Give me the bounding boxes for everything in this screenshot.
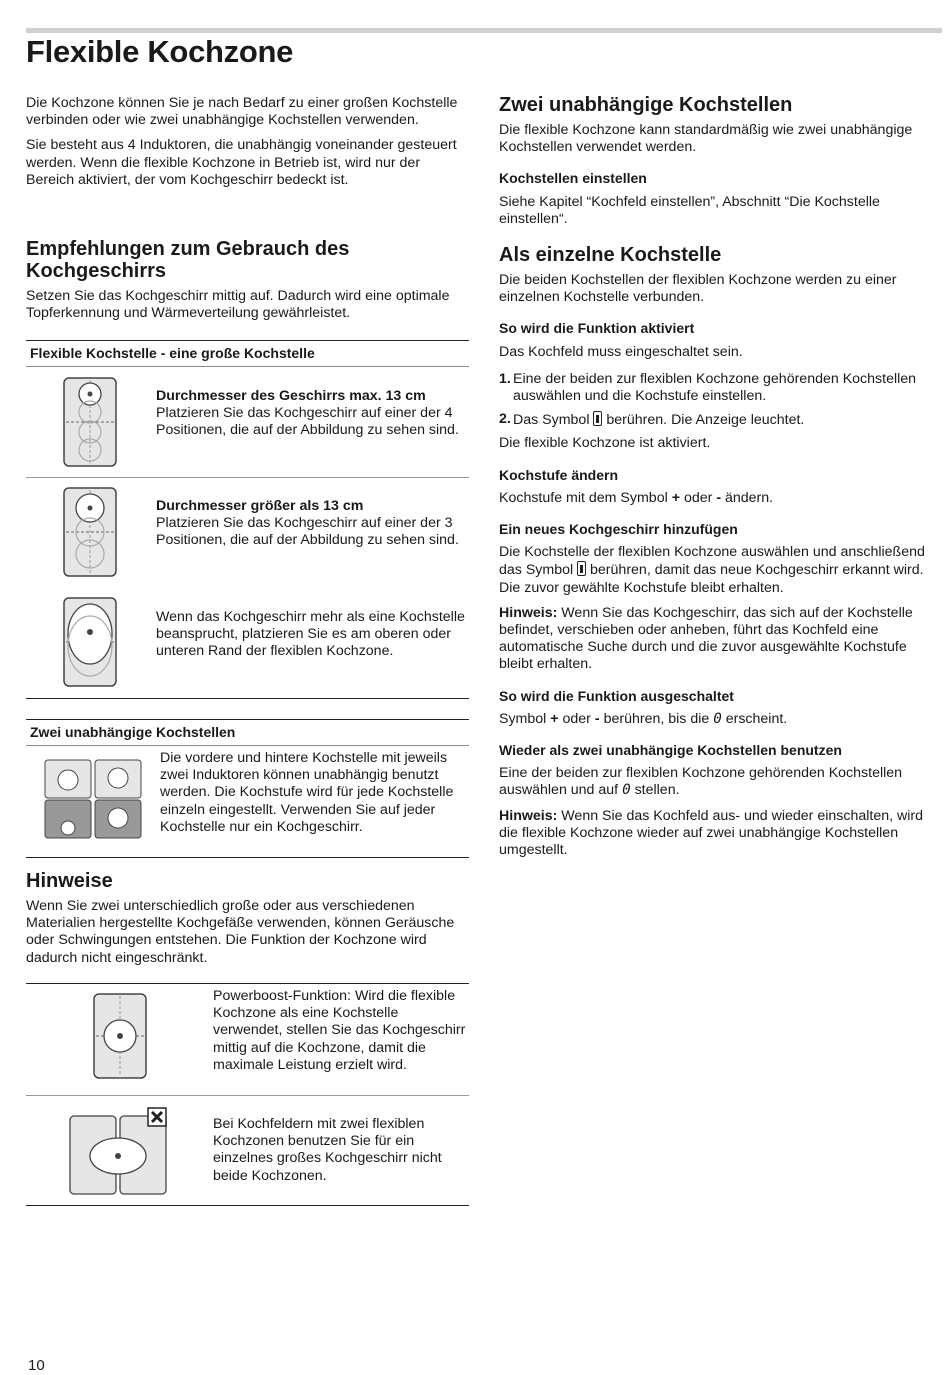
page-number: 10 <box>28 1357 45 1374</box>
row2-body: Platzieren Sie das Kochgeschirr auf einer der 3 Positionen, die auf der Abbildung zu sehen sind. <box>156 515 459 549</box>
hinweise-section <box>26 870 471 975</box>
recommendations-paragraph: Setzen Sie das Kochgeschirr mittig auf. Dadurch wird eine optimale Topferkennung und Wärmeverteilung gewährleistet. <box>26 288 450 322</box>
table3-bottom-rule <box>26 1205 469 1206</box>
intro-paragraph-2: Sie besteht aus 4 Induktoren, die unabhängig voneinander gesteuert werden. Wenn die flexible Kochzone in Betrieb ist, wird nur der Bereich aktiviert, der vom Kochgeschirr bedeckt ist. <box>26 137 457 188</box>
neues-paragraph: Die Kochstelle der flexiblen Kochzone auswählen und anschließend das Symbol berühren, damit das neue Kochgeschirr erkannt wird. Die zuvor gewählte Kochstufe bleibt erhalten. <box>499 544 925 596</box>
cooktop-4-positions-icon <box>62 376 118 468</box>
recommendations-heading: Empfehlungen zum Gebrauch des Kochgeschirrs <box>26 238 350 282</box>
kochstufe-paragraph: Kochstufe mit dem Symbol + oder - ändern. <box>499 489 774 506</box>
page-title: Flexible Kochzone <box>26 34 294 69</box>
row2-text <box>156 498 461 550</box>
row1-text <box>156 388 461 440</box>
steps-list <box>499 371 944 430</box>
list-item: 1. Eine der beiden zur flexiblen Kochzone gehörenden Kochstellen auswählen und die Kochstufe einstellen. <box>499 370 917 405</box>
aus-heading: So wird die Funktion ausgeschaltet <box>499 687 734 704</box>
hinweis-2: Hinweis: Wenn Sie das Kochfeld aus- und wieder einschalten, wird die flexible Kochzone wieder auf zwei unabhängige Kochstellen umgestellt. <box>499 807 924 859</box>
intro-section <box>26 95 471 197</box>
intro-paragraph-1: Die Kochzone können Sie je nach Bedarf zu einer großen Kochstelle verbinden oder wie zwei unabhängige Kochstellen verwenden. <box>26 95 458 129</box>
cooktop-two-zones-icon <box>44 758 144 842</box>
hinweise-paragraph: Wenn Sie zwei unterschiedlich große oder aus verschiedenen Materialien hergestellte Kochgefäße verwenden, können Geräusche oder Schwingungen entstehen. Die Funktion der Kochzone wird dadurch nicht eingeschränkt. <box>26 898 455 966</box>
cooktop-3-positions-icon <box>62 486 118 578</box>
aus-paragraph: Symbol + oder - berühren, bis die 0 erscheint. <box>499 710 788 727</box>
row6-text: Bei Kochfeldern mit zwei flexiblen Kochzonen benutzen Sie für ein einzelnes großes Kochgeschirr nicht beide Kochzonen. <box>213 1116 442 1184</box>
table2-bottom-rule <box>26 857 469 858</box>
not-allowed-icon <box>148 1108 166 1126</box>
minus-icon: - <box>594 710 600 727</box>
wieder-heading: Wieder als zwei unabhängige Kochstellen benutzen <box>499 742 842 759</box>
recommendations-section <box>26 238 471 330</box>
list-item: 2. Das Symbol berühren. Die Anzeige leuchtet. <box>499 411 805 429</box>
plus-icon: + <box>550 710 559 727</box>
top-rule <box>26 28 942 33</box>
cooktop-cross-zones-icon <box>68 1106 170 1196</box>
minus-icon: - <box>716 489 722 506</box>
zwei-heading: Zwei unabhängige Kochstellen <box>499 94 793 116</box>
kochstufe-heading: Kochstufe ändern <box>499 466 619 483</box>
plus-icon: + <box>671 489 680 506</box>
table2-header: Zwei unabhängige Kochstellen <box>26 719 469 746</box>
neues-heading: Ein neues Kochgeschirr hinzufügen <box>499 521 738 538</box>
flex-symbol-icon <box>577 561 586 576</box>
einstellen-heading: Kochstellen einstellen <box>499 170 647 187</box>
table1-bottom-rule <box>26 698 469 699</box>
row1-body: Platzieren Sie das Kochgeschirr auf einer der 4 Positionen, die auf der Abbildung zu sehen sind. <box>156 405 459 439</box>
row2-bold: Durchmesser größer als 13 cm <box>156 498 364 514</box>
aktiviert-paragraph: Das Kochfeld muss eingeschaltet sein. <box>499 343 743 360</box>
row5-text: Powerboost-Funktion: Wird die flexible Kochzone als eine Kochstelle verwendet, stellen Sie das Kochgeschirr mittig auf die Kochzone, damit die maximale Leistung erzielt wird. <box>213 988 466 1073</box>
cooktop-centered-pan-icon <box>92 992 148 1080</box>
row3-text: Wenn das Kochgeschirr mehr als eine Kochstelle beansprucht, platzieren Sie es am oberen oder unteren Rand der flexiblen Kochzone. <box>156 609 465 660</box>
table3-top-rule <box>26 983 469 984</box>
einzelne-heading: Als einzelne Kochstelle <box>499 244 722 267</box>
zero-display-icon: 0 <box>713 710 722 727</box>
row4-text: Die vordere und hintere Kochstelle mit jeweils zwei Induktoren können unabhängig benutzt werden. Die Kochstufe wird für jede Kochstelle einzeln eingestellt. Verwenden Sie auf jeder Kochstelle nur ein Kochgeschirr. <box>160 750 454 835</box>
zero-display-icon: 0 <box>622 782 631 799</box>
aktiviert-heading: So wird die Funktion aktiviert <box>499 320 695 337</box>
row1-bold: Durchmesser des Geschirrs max. 13 cm <box>156 388 426 404</box>
einstellen-paragraph: Siehe Kapitel “Kochfeld einstellen”, Abschnitt “Die Kochstelle einstellen“. <box>499 193 880 227</box>
flex-symbol-icon <box>593 411 602 426</box>
row-divider <box>26 477 469 478</box>
hinweis-1: Hinweis: Wenn Sie das Kochgeschirr, das sich auf der Kochstelle befindet, verschieben oder anheben, führt das Kochfeld eine automatische Suche durch und die zuvor ausgewählte Kochstufe bleibt erhalten. <box>499 604 913 673</box>
aktiv-result: Die flexible Kochzone ist aktiviert. <box>499 435 711 452</box>
table1-header: Flexible Kochstelle - eine große Kochstelle <box>26 340 469 367</box>
hinweise-heading: Hinweise <box>26 870 113 892</box>
zwei-paragraph: Die flexible Kochzone kann standardmäßig wie zwei unabhängige Kochstellen verwendet werden. <box>499 122 913 156</box>
right-column <box>499 94 944 867</box>
wieder-paragraph: Eine der beiden zur flexiblen Kochzone gehörenden Kochstellen auswählen und auf 0 stellen. <box>499 765 903 799</box>
einzelne-paragraph: Die beiden Kochstellen der flexiblen Kochzone werden zu einer einzelnen Kochstelle verbunden. <box>499 272 897 306</box>
cooktop-oval-pan-icon <box>62 596 118 688</box>
row-divider <box>26 1095 469 1096</box>
